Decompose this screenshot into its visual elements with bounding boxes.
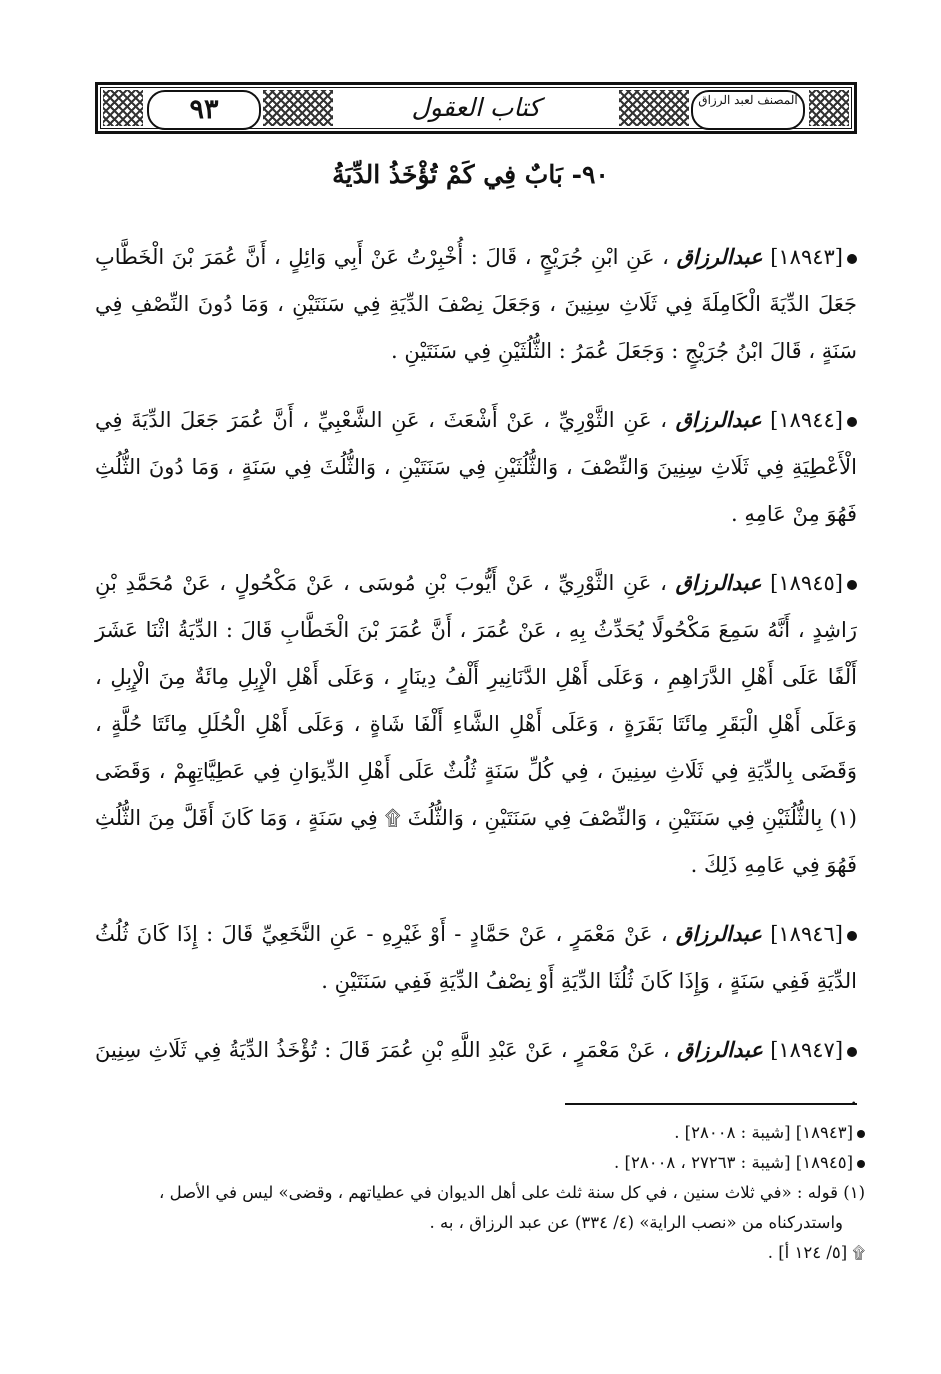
entry-author: عبدالرزاق [675, 407, 762, 432]
entry-text: ، عَنْ مَعْمَرٍ ، عَنْ عَبْدِ اللَّهِ بْنِ عُمَرَ قَالَ : تُؤْخَذُ الدِّيَةُ فِي ثَلَاثِ سِنِينَ . [95, 1038, 857, 1109]
bullet-icon [857, 1130, 865, 1138]
entry-text: ، عَنِ ابْنِ جُرَيْجٍ ، قَالَ : أُخْبِرْتُ عَنْ أَبِي وَائِلٍ ، أَنَّ عُمَرَ بْنَ الْخَطَّابِ جَعَلَ الدِّيَةَ الْكَامِلَةَ فِي ثَلَاثِ سِنِينَ ، وَجَعَلَ نِصْفَ الدِّيَةِ فِي سَنَتَيْنِ ، وَمَا دُونَ النِّصْفِ فِي سَنَةٍ ، قَالَ ابْنُ جُرَيْجٍ : وَجَعَلَ عُمَرُ : الثُّلُثَيْنِ فِي سَنَتَيْنِ . [95, 245, 857, 363]
book-logo: المصنف لعبد الرزاق [691, 90, 805, 130]
entry-number: [١٨٩٤٣] [770, 245, 843, 269]
footnote-line [95, 1118, 865, 1148]
footnotes [95, 1118, 865, 1268]
entry-number: [١٨٩٤٥] [770, 571, 843, 595]
entry-author: عبدالرزاق [676, 244, 763, 269]
bullet-icon [847, 254, 857, 264]
running-header [95, 82, 857, 134]
bullet-icon [847, 417, 857, 427]
entry-text: ، عَنْ مَعْمَرٍ ، عَنْ حَمَّادٍ - أَوْ غَيْرِهِ - عَنِ النَّخَعِيِّ قَالَ : إِذَا كَانَ ثُلُثُ الدِّيَةِ فَفِي سَنَةٍ ، وَإِذَا كَانَ ثُلُثَا الدِّيَةِ أَوْ نِصْفُ الدِّيَةِ فَفِي سَنَتَيْنِ . [95, 922, 857, 993]
footnote-text: واستدركناه من «نصب الراية» (٤/ ٣٣٤) عن عبد الرزاق ، به . [429, 1213, 843, 1232]
entry-author: عبدالرزاق [675, 570, 762, 595]
hadith-entry [95, 396, 857, 538]
bullet-icon [857, 1160, 865, 1168]
ornament-icon [809, 90, 849, 126]
ornament-icon [619, 90, 689, 126]
bullet-icon [847, 580, 857, 590]
entry-author: عبدالرزاق [676, 1037, 763, 1062]
hadith-entry [95, 233, 857, 375]
chapter-heading: ٩٠- بَابٌ فِي كَمْ تُؤْخَذُ الدِّيَةُ [332, 160, 609, 189]
footnote-line [95, 1178, 865, 1208]
entry-author: عبدالرزاق [675, 921, 762, 946]
footnote-text: (١) قوله : «في ثلاث سنين ، في كل سنة ثلث على أهل الديوان في عطياتهم ، وقضى» ليس في الأصل ، [159, 1183, 865, 1202]
entry-number: [١٨٩٤٧] [770, 1038, 844, 1062]
entry-text: ، عَنِ الثَّوْرِيِّ ، عَنْ أَشْعَثَ ، عَنِ الشَّعْبِيِّ ، أَنَّ عُمَرَ جَعَلَ الدِّيَةَ فِي الْأَعْطِيَةِ فِي ثَلَاثِ سِنِينَ وَالنِّصْفَ ، وَالثُّلُثَيْنِ فِي سَنَتَيْنِ ، وَالثُّلُثَ فِي سَنَةٍ ، وَمَا دُونَ الثُّلُثِ فَهُوَ مِنْ عَامِهِ . [95, 408, 857, 526]
main-text [95, 212, 857, 1129]
footnote-line [95, 1238, 865, 1268]
entry-number: [١٨٩٤٤] [770, 408, 843, 432]
footnote-divider [565, 1103, 857, 1105]
hadith-entry [95, 910, 857, 1005]
ornament-icon [263, 90, 333, 126]
bullet-icon [847, 931, 857, 941]
hadith-entry [95, 559, 857, 889]
footnote-text: [١٨٩٤٥] [شيبة : ٢٧٢٦٣ ، ٢٨٠٠٨] . [614, 1153, 853, 1172]
footnote-line [95, 1148, 865, 1178]
ornament-icon [103, 90, 143, 126]
entry-number: [١٨٩٤٦] [770, 922, 843, 946]
page-number: ٩٣ [147, 90, 261, 130]
footnote-text: ۩ [٥/ ١٢٤ أ] . [767, 1243, 865, 1262]
bullet-icon [847, 1047, 857, 1057]
hadith-entry [95, 1026, 857, 1121]
footnote-line [95, 1208, 865, 1238]
book-title: كتاب العقول [340, 88, 612, 128]
entry-text: ، عَنِ الثَّوْرِيِّ ، عَنْ أَيُّوبَ بْنِ مُوسَى ، عَنْ مَكْحُولٍ ، عَنْ مُحَمَّدِ بْنِ رَاشِدٍ ، أَنَّهُ سَمِعَ مَكْحُولًا يُحَدِّثُ بِهِ ، عَنْ عُمَرَ ، أَنَّ عُمَرَ بْنَ الْخَطَّابِ قَالَ : الدِّيَةُ اثْنَا عَشَرَ أَلْفًا عَلَى أَهْلِ الدَّرَاهِمِ ، وَعَلَى أَهْلِ الدَّنَانِيرِ أَلْفُ دِينَارٍ ، وَعَلَى أَهْلِ الْإِبِلِ مِائَةٌ مِنَ الْإِبِلِ ، وَعَلَى أَهْلِ الْبَقَرِ مِائَتَا بَقَرَةٍ ، وَعَلَى أَهْلِ الشَّاءِ أَلْفَا شَاةٍ ، وَعَلَى أَهْلِ الْحُلَلِ مِائَتَا حُلَّةٍ ، وَقَضَى بِالدِّيَةِ فِي ثَلَاثِ سِنِينَ ، فِي كُلِّ سَنَةٍ ثُلُثٌ عَلَى أَهْلِ الدِّيوَانِ فِي عَطِيَّاتِهِمْ ، وَقَضَى (١) بِالثُّلُثَيْنِ فِي سَنَتَيْنِ ، وَالنِّصْفَ فِي سَنَتَيْنِ ، وَالثُّلُثَ ۩ فِي سَنَةٍ ، وَمَا كَانَ أَقَلَّ مِنَ الثُّلُثِ فَهُوَ فِي عَامِهِ ذَلِكَ . [95, 571, 857, 877]
footnote-text: [١٨٩٤٣] [شيبة : ٢٨٠٠٨] . [674, 1123, 853, 1142]
